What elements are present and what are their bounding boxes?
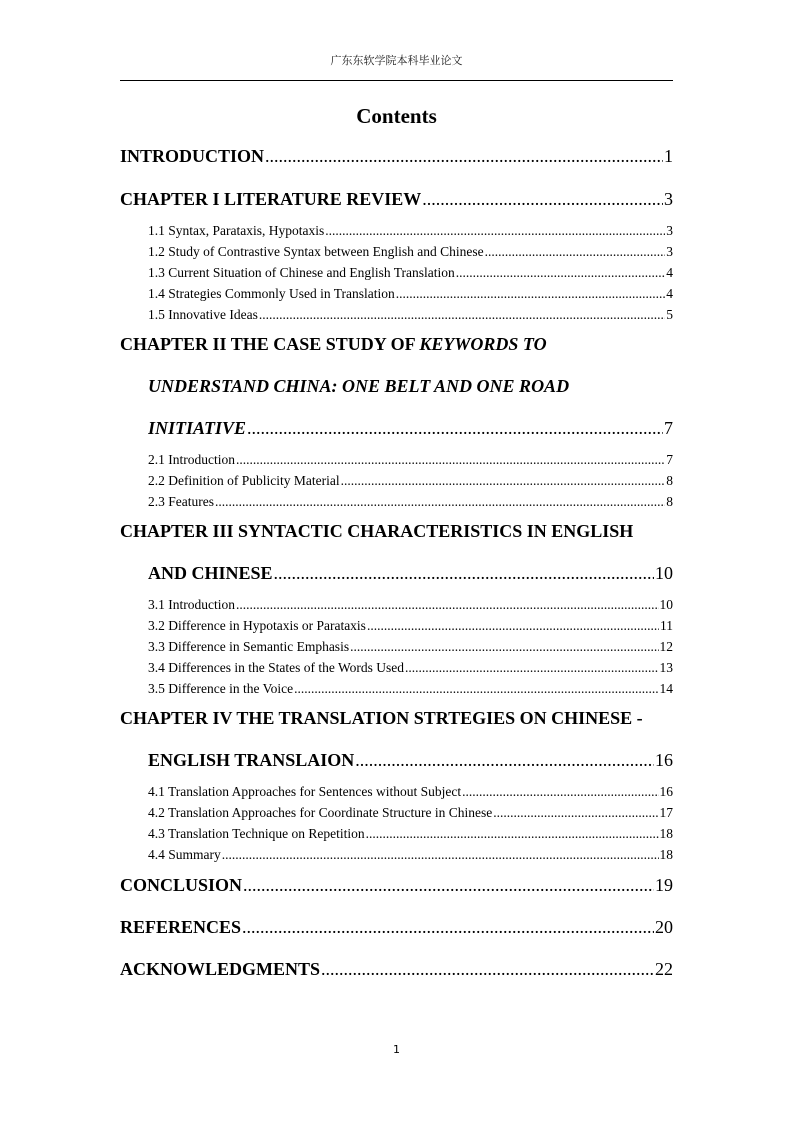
toc-entry-chapter-3[interactable] [148, 563, 673, 584]
toc-entry-chapter-2[interactable] [148, 418, 673, 439]
toc-entry-4-4[interactable] [148, 847, 673, 863]
toc-leader [366, 826, 659, 842]
toc-entry-references[interactable] [120, 917, 673, 938]
toc-label: 1.5 Innovative Ideas [148, 307, 258, 322]
toc-entry-chapter-4[interactable] [148, 750, 673, 771]
toc-label: CONCLUSION [120, 875, 243, 895]
toc-page: 16 [655, 750, 673, 770]
toc-chapter-4-line-1[interactable] [120, 708, 643, 729]
toc-label: 3.2 Difference in Hypotaxis or Parataxis [148, 618, 366, 633]
toc-label: ACKNOWLEDGMENTS [120, 959, 321, 979]
toc-entry-1-4[interactable] [148, 286, 673, 302]
toc-page: 16 [659, 784, 673, 799]
toc-page: 8 [666, 494, 673, 509]
toc-page: 11 [660, 618, 673, 633]
toc-entry-3-3[interactable] [148, 639, 673, 655]
toc-label: INITIATIVE [148, 418, 247, 438]
toc-leader [422, 189, 663, 210]
toc-label: AND CHINESE [148, 563, 273, 583]
toc-leader [493, 805, 658, 821]
page-number: 1 [393, 1043, 400, 1056]
toc-leader [355, 750, 654, 771]
toc-page: 8 [666, 473, 673, 488]
toc-label: 4.1 Translation Approaches for Sentences without Subject [148, 784, 462, 799]
toc-chapter-2-line-2[interactable] [148, 376, 569, 397]
toc-label: 2.3 Features [148, 494, 214, 509]
toc-entry-3-5[interactable] [148, 681, 673, 697]
toc-leader [236, 452, 665, 468]
toc-leader [396, 286, 665, 302]
toc-leader [242, 917, 654, 938]
toc-page: 19 [655, 875, 673, 895]
toc-leader [236, 597, 659, 613]
toc-chapter-2-line-1[interactable] [120, 334, 547, 355]
toc-label: 4.4 Summary [148, 847, 221, 862]
toc-label: 2.1 Introduction [148, 452, 235, 467]
toc-leader [321, 959, 654, 980]
toc-entry-3-4[interactable] [148, 660, 673, 676]
toc-page: 4 [666, 286, 673, 301]
toc-page: 14 [659, 681, 673, 696]
toc-page: 3 [666, 223, 673, 238]
toc-label: 4.2 Translation Approaches for Coordinate Structure in Chinese [148, 805, 493, 820]
toc-page: 3 [666, 244, 673, 259]
toc-entry-acknowledgments[interactable] [120, 959, 673, 980]
toc-chapter-3-line-1[interactable] [120, 521, 633, 542]
toc-page: 12 [659, 639, 673, 654]
toc-page: 22 [655, 959, 673, 979]
toc-label: 1.2 Study of Contrastive Syntax between English and Chinese [148, 244, 484, 259]
toc-label: INTRODUCTION [120, 146, 265, 166]
header-rule [120, 80, 673, 81]
toc-label: UNDERSTAND CHINA: ONE BELT AND ONE ROAD [148, 376, 570, 396]
toc-page: 4 [666, 265, 673, 280]
toc-entry-chapter-1[interactable] [120, 189, 673, 210]
toc-entry-2-3[interactable] [148, 494, 673, 510]
contents-title: Contents [356, 104, 437, 128]
toc-entry-4-1[interactable] [148, 784, 673, 800]
toc-page: 18 [659, 826, 673, 841]
toc-label: 3.5 Difference in the Voice [148, 681, 294, 696]
toc-entry-conclusion[interactable] [120, 875, 673, 896]
page-header: 广东东软学院本科毕业论文 [330, 54, 463, 67]
toc-label: 3.1 Introduction [148, 597, 235, 612]
toc-page: 7 [666, 452, 673, 467]
toc-leader [341, 473, 666, 489]
toc-leader [243, 875, 654, 896]
toc-label: CHAPTER IV THE TRANSLATION STRTEGIES ON CHINESE - [120, 708, 643, 728]
toc-leader [247, 418, 663, 439]
toc-leader [367, 618, 659, 634]
toc-page: 10 [659, 597, 673, 612]
toc-leader [294, 681, 658, 697]
toc-leader [259, 307, 665, 323]
toc-leader [462, 784, 658, 800]
toc-page: 18 [659, 847, 673, 862]
toc-page: 3 [664, 189, 673, 209]
toc-leader [485, 244, 666, 260]
toc-page: 7 [664, 418, 673, 438]
toc-page: 5 [666, 307, 673, 322]
toc-entry-introduction[interactable] [120, 146, 673, 167]
toc-label: CHAPTER III SYNTACTIC CHARACTERISTICS IN ENGLISH [120, 521, 634, 541]
toc-label: CHAPTER I LITERATURE REVIEW [120, 189, 422, 209]
toc-leader [325, 223, 665, 239]
toc-leader [265, 146, 663, 167]
toc-entry-1-3[interactable] [148, 265, 673, 281]
toc-entry-2-1[interactable] [148, 452, 673, 468]
toc-leader [350, 639, 658, 655]
toc-label-prefix: CHAPTER II THE CASE STUDY OF [120, 334, 420, 354]
toc-entry-4-2[interactable] [148, 805, 673, 821]
toc-leader [274, 563, 654, 584]
toc-page: 17 [659, 805, 673, 820]
toc-page: 13 [659, 660, 673, 675]
toc-label: REFERENCES [120, 917, 242, 937]
toc-label: 1.3 Current Situation of Chinese and English Translation [148, 265, 455, 280]
toc-leader [405, 660, 659, 676]
toc-label: ENGLISH TRANSLAION [148, 750, 355, 770]
toc-leader [215, 494, 665, 510]
toc-entry-1-1[interactable] [148, 223, 673, 239]
toc-page: 20 [655, 917, 673, 937]
toc-entry-2-2[interactable] [148, 473, 673, 489]
toc-leader [456, 265, 666, 281]
toc-page: 1 [664, 146, 673, 166]
toc-label: 3.4 Differences in the States of the Words Used [148, 660, 404, 675]
toc-entry-3-2[interactable] [148, 618, 673, 634]
toc-entry-4-3[interactable] [148, 826, 673, 842]
toc-label-italic: KEYWORDS TO [419, 334, 547, 354]
toc-label: 1.1 Syntax, Parataxis, Hypotaxis [148, 223, 325, 238]
toc-entry-1-2[interactable] [148, 244, 673, 260]
toc-page: 10 [655, 563, 673, 583]
toc-entry-1-5[interactable] [148, 307, 673, 323]
toc-entry-3-1[interactable] [148, 597, 673, 613]
toc-label: 1.4 Strategies Commonly Used in Translation [148, 286, 395, 301]
toc-label: 3.3 Difference in Semantic Emphasis [148, 639, 350, 654]
toc-label: 2.2 Definition of Publicity Material [148, 473, 340, 488]
toc-label: 4.3 Translation Technique on Repetition [148, 826, 365, 841]
toc-leader [222, 847, 659, 863]
